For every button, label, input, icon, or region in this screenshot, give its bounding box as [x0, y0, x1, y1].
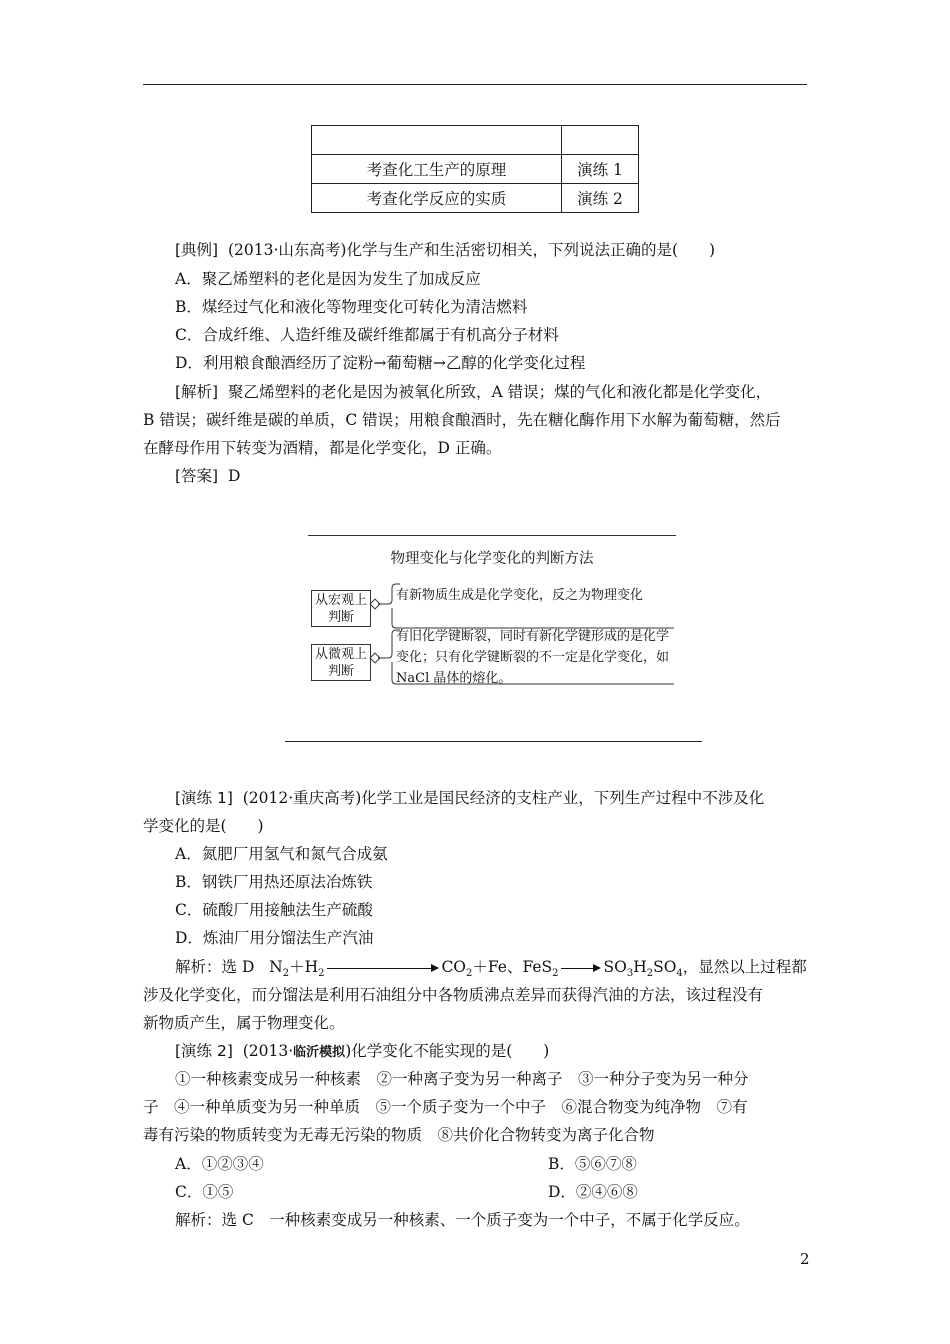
- example-option-c: C．合成纤维、人造纤维及碳纤维都属于有机高分子材料: [175, 326, 559, 344]
- subscript: 2: [466, 968, 473, 980]
- drill2-option-b: B．⑤⑥⑦⑧: [548, 1155, 637, 1173]
- diagram-text-micro: 有旧化学键断裂，同时有新化学键形成的是化学变化；只有化学键断裂的不一定是化学变化，如 NaCl 晶体的熔化。: [396, 629, 670, 686]
- drill2-analysis-tag: 解析：: [175, 1211, 222, 1229]
- drill1-pick: 选 D: [221, 958, 255, 976]
- drill1-option-d: D．炼油厂用分馏法生产汽油: [175, 929, 374, 947]
- diagram-box-micro: 从微观上判断: [311, 644, 371, 681]
- drill1-question-text: )化学工业是国民经济的支柱产业，下列生产过程中不涉及化: [355, 789, 765, 807]
- example-source-name: 山东高考: [278, 241, 341, 259]
- table-cell: [562, 126, 639, 155]
- example-option-d: D．利用粮食酿酒经历了淀粉→葡萄糖→乙醇的化学变化过程: [175, 354, 586, 372]
- section-rule: [285, 741, 702, 742]
- subscript: 3: [626, 968, 634, 980]
- table-row: [312, 126, 639, 155]
- equation-term: H: [633, 958, 647, 976]
- drill2-source-name: 临沂模拟: [293, 1045, 346, 1060]
- example-answer: [143, 462, 807, 490]
- drill2-question-text: )化学变化不能实现的是( ): [345, 1042, 550, 1060]
- answer-value: D: [227, 467, 241, 485]
- equation-term: CO: [441, 958, 467, 976]
- table-cell: 考查化学反应的实质: [312, 184, 562, 213]
- drill1-option-c: C．硫酸厂用接触法生产硫酸: [175, 901, 373, 919]
- drill1-analysis-line: 新物质产生，属于物理变化。: [143, 1014, 345, 1032]
- drill1-option-a: A．氮肥厂用氢气和氮气合成氨: [175, 845, 388, 863]
- table-cell: 考查化工生产的原理: [312, 155, 562, 184]
- drill2-statement-line: 毒有污染的物质转变为无毒无污染的物质 ⑧共价化合物转变为离子化合物: [143, 1126, 655, 1144]
- example-option-a: A．聚乙烯塑料的老化是因为发生了加成反应: [175, 270, 481, 288]
- subscript: 4: [676, 968, 683, 980]
- drill2-analysis-text: 选 C 一种核素变成另一种核素、一个质子变为一个中子，不属于化学反应。: [221, 1211, 750, 1229]
- drill1-question: [143, 784, 807, 812]
- example-option-b: B．煤经过气化和液化等物理变化可转化为清洁燃料: [175, 298, 528, 316]
- drill1-analysis-tag: 解析：: [175, 958, 222, 976]
- example-tag: [典例]: [175, 241, 219, 259]
- drill1-source: (2012·: [242, 789, 294, 807]
- drill2-options-row: [143, 1150, 807, 1178]
- example-source: (2013·: [227, 241, 279, 259]
- subscript: 2: [552, 968, 559, 980]
- equation-term: SO: [653, 958, 677, 976]
- drill2-option-d: D．②④⑥⑧: [548, 1183, 638, 1201]
- equation-term: ＋Fe、FeS: [472, 958, 553, 976]
- example-analysis-line: 在酵母作用下转变为酒精，都是化学变化，D 正确。: [143, 439, 502, 457]
- header-rule: [143, 84, 807, 85]
- drill2-question: [143, 1037, 807, 1067]
- table-row: [312, 184, 639, 213]
- equation-term: ＋H: [289, 958, 319, 976]
- diagram-box-macro: 从宏观上判断: [311, 590, 371, 627]
- drill1-analysis-line: 涉及化学变化，而分馏法是利用石油组分中各物质沸点差异而获得汽油的方法，该过程没有: [143, 986, 764, 1004]
- drill1-source-name: 重庆高考: [293, 789, 356, 807]
- answer-tag: [答案]: [175, 467, 219, 485]
- diagram-text-macro: 有新物质生成是化学变化，反之为物理变化: [396, 588, 644, 603]
- table-cell: 演练 1: [562, 155, 639, 184]
- drill2-statement-line: ①一种核素变成另一种核素 ②一种离子变为另一种离子 ③一种分子变为另一种分: [175, 1070, 749, 1088]
- arrow-icon: [327, 968, 437, 969]
- drill1-question-cont: 学变化的是( ): [143, 817, 264, 835]
- topic-table: [311, 125, 639, 213]
- drill1-analysis-text: ，显然以上过程都: [682, 958, 807, 976]
- arrow-icon: [561, 968, 599, 969]
- example-analysis-line: B 错误；碳纤维是碳的单质，C 错误；用粮食酿酒时，先在糖化酶作用下水解为葡萄糖，然后: [143, 411, 781, 429]
- analysis-tag: [解析]: [175, 383, 219, 401]
- drill2-option-a: A．①②③④: [175, 1155, 264, 1173]
- equation-term: SO: [603, 958, 627, 976]
- drill2-source: (2013·: [242, 1042, 294, 1060]
- example-question-text: )化学与生产和生活密切相关，下列说法正确的是( ): [340, 241, 716, 259]
- table-cell: [312, 126, 562, 155]
- drill2-tag: [演练 2]: [175, 1042, 233, 1060]
- example-analysis-line: [143, 378, 807, 406]
- table-cell: 演练 2: [562, 184, 639, 213]
- drill2-statement-line: 子 ④一种单质变为另一种单质 ⑤一个质子变为一个中子 ⑥混合物变为纯净物 ⑦有: [143, 1098, 748, 1116]
- drill1-tag: [演练 1]: [175, 789, 233, 807]
- subscript: 2: [318, 968, 325, 980]
- analysis-text: 聚乙烯塑料的老化是因为被氧化所致，A 错误；煤的气化和液化都是化学变化，: [227, 383, 772, 401]
- drill2-options-row: [143, 1178, 807, 1206]
- diagram-title: 物理变化与化学变化的判断方法: [390, 551, 594, 567]
- table-row: [312, 155, 639, 184]
- diagram-top-rule: [308, 535, 676, 536]
- equation-term: N: [269, 958, 283, 976]
- page-number: 2: [800, 1250, 810, 1268]
- drill2-option-c: C．①⑤: [175, 1183, 234, 1201]
- subscript: 2: [282, 968, 290, 980]
- example-question: [143, 236, 807, 264]
- subscript: 2: [646, 968, 654, 980]
- drill2-analysis-line: [143, 1206, 807, 1234]
- drill1-option-b: B．钢铁厂用热还原法冶炼铁: [175, 873, 373, 891]
